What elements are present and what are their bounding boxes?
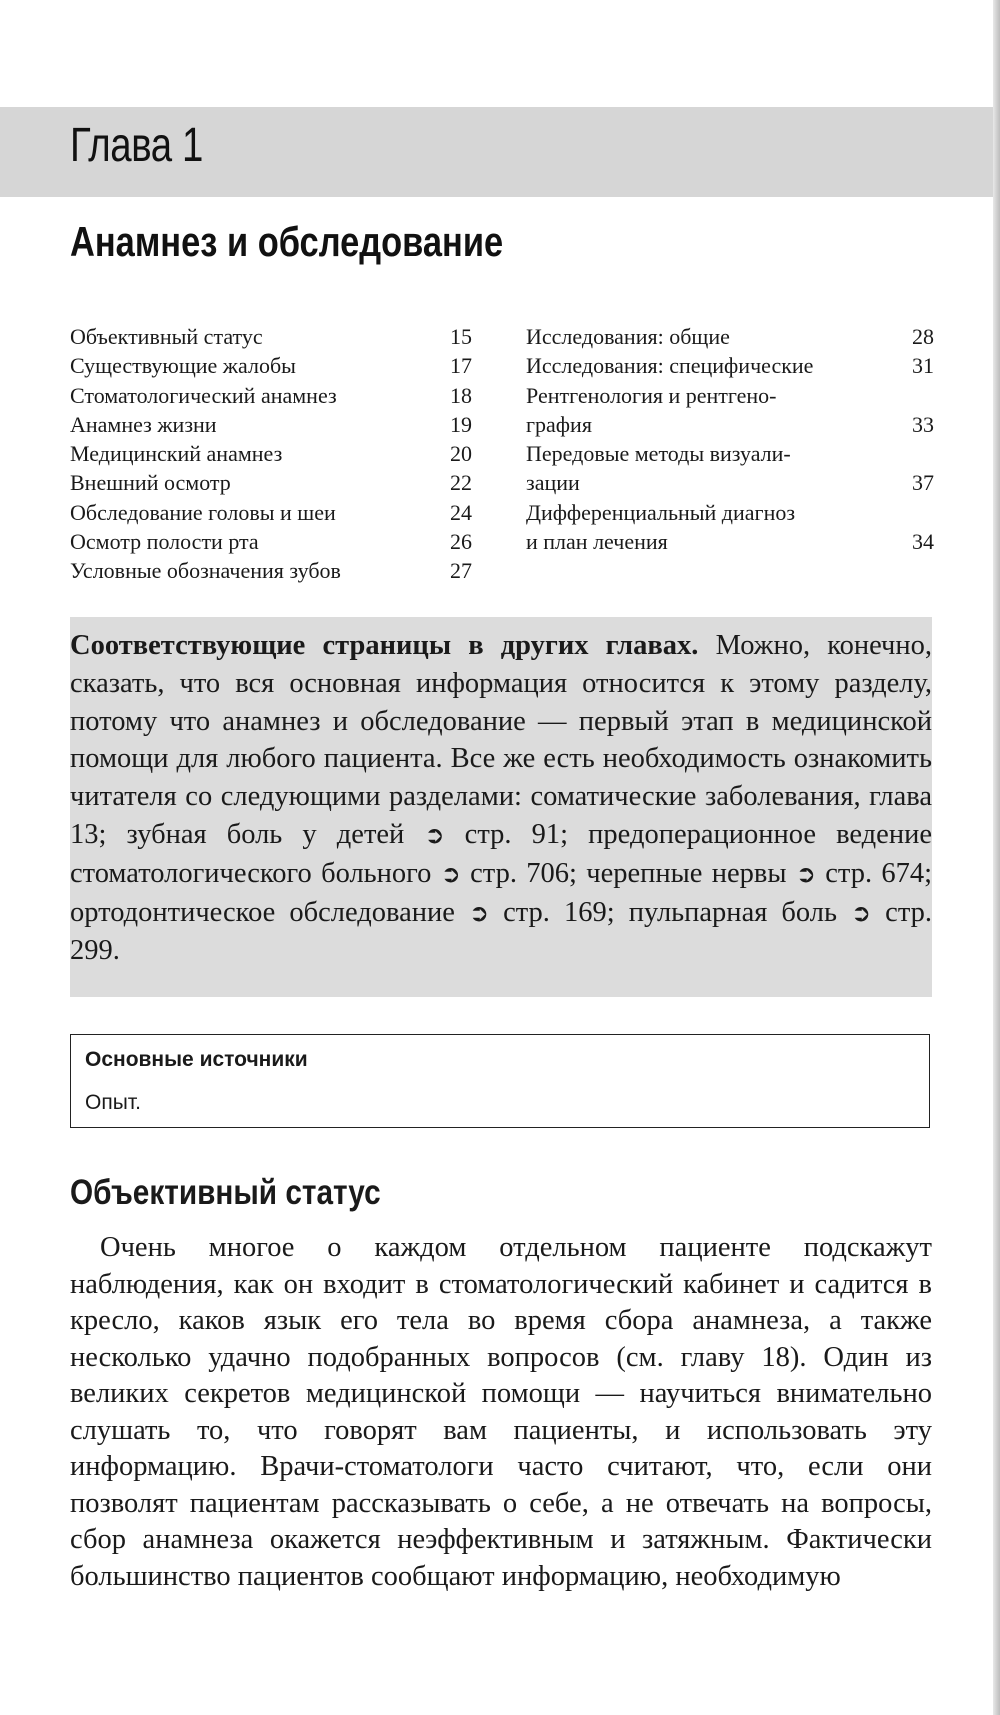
toc-entry[interactable] [526, 381, 934, 410]
sources-body: Опыт. [85, 1091, 141, 1114]
toc-entry-title: зации [526, 470, 580, 496]
related-ref[interactable]: стр. 706; черепные нервы [470, 857, 787, 889]
toc-entry-title: Внешний осмотр [70, 470, 231, 496]
toc-entry-title: Осмотр полости рта [70, 529, 259, 555]
related-pages-heading: Соответствующие страницы в других главах. [70, 630, 699, 661]
arrow-right-icon: ➲ [851, 898, 872, 927]
toc-left-column [70, 322, 472, 586]
related-ref[interactable]: стр. 91; предоперационное ведение стоматологического больного [70, 818, 932, 889]
toc-entry-title: Стоматологический анамнез [70, 382, 337, 408]
toc-entry-page: 26 [450, 529, 472, 555]
toc-entry-page: 34 [912, 529, 934, 555]
toc-entry-title: Медицинский анамнез [70, 441, 283, 467]
toc-entry-page: 27 [450, 558, 472, 584]
arrow-right-icon: ➲ [468, 898, 490, 927]
toc-entry[interactable] [70, 527, 472, 556]
toc-entry[interactable] [70, 468, 472, 497]
toc-entry-page: 18 [450, 382, 472, 408]
section-paragraph: Очень многое о каждом отдельном пациенте подскажут наблюдения, как он входит в стоматологический кабинет и садится в кресло, каков язык его тела во время сбора анамнеза, а также несколько удачно подобранных вопросов (см. главу 18). Один из великих секретов медицинской помощи — научиться внимательно слушать то, что говорят вам пациенты, и использовать эту информацию. Врачи-стоматологи часто считают, что, если они позволят пациентам рассказывать о себе, а не отвечать на вопросы, сбор анамнеза окажется неэффективным и затяжным. Фактически большинство пациентов сообщают информацию, необходимую [70, 1232, 932, 1592]
toc-entry[interactable] [526, 468, 934, 497]
toc-entry[interactable] [526, 410, 934, 439]
toc-entry-page: 37 [912, 470, 934, 496]
toc-entry-page: 33 [912, 411, 934, 437]
arrow-right-icon: ➲ [795, 859, 816, 888]
toc-entry-page: 31 [912, 353, 934, 379]
section-title: Объективный статус [70, 1173, 381, 1212]
toc-entry-title: Рентгенология и рентгено- [526, 382, 777, 408]
toc-entry-page: 22 [450, 470, 472, 496]
related-ref[interactable]: стр. 674; ортодонтическое обследование [70, 857, 933, 928]
toc-entry[interactable] [526, 439, 934, 468]
toc-entry[interactable] [526, 498, 934, 527]
toc-entry[interactable] [526, 527, 934, 556]
toc-entry-title: Обследование головы и шеи [70, 499, 336, 525]
toc-entry-title: Исследования: общие [526, 324, 730, 349]
toc-entry-title: и план лечения [526, 529, 668, 555]
toc-entry-title: Существующие жалобы [70, 353, 296, 379]
toc-entry-page: 19 [450, 411, 472, 437]
sources-box [70, 1034, 930, 1128]
toc-entry-title: Передовые методы визуали- [526, 441, 791, 467]
related-pages-text [70, 627, 932, 970]
toc-entry[interactable] [70, 381, 472, 410]
related-ref[interactable]: стр. 299. [70, 896, 932, 967]
related-pages-text-1: Можно, конечно, сказать, что вся основная информация относится к этому разделу, потому что анамнез и обследование — первый этап в медицинской помощи для любого пациента. Все же есть необходимость ознакомить читателя со следующими разделами: соматические заболевания, глава 13; зубная боль у детей [70, 630, 933, 850]
toc-entry-title: Анамнез жизни [70, 411, 217, 437]
toc-entry-title: Дифференциальный диагноз [526, 499, 796, 525]
arrow-right-icon: ➲ [424, 820, 445, 849]
toc-entry[interactable] [526, 351, 934, 380]
toc-entry-title: Исследования: специфические [526, 353, 814, 379]
chapter-label: Глава 1 [70, 119, 203, 172]
chapter-title: Анамнез и обследование [70, 218, 504, 265]
sources-title: Основные источники [85, 1048, 308, 1071]
toc-entry-page: 17 [450, 353, 472, 379]
related-ref[interactable]: стр. 169; пульпарная боль [503, 896, 837, 928]
toc-entry[interactable] [70, 439, 472, 468]
toc-entry[interactable] [70, 410, 472, 439]
toc-entry[interactable] [70, 498, 472, 527]
toc-entry-page: 15 [450, 324, 472, 349]
toc-right-column [526, 322, 934, 556]
toc-entry-page: 20 [450, 441, 472, 467]
toc-entry-title: Условные обозначения зубов [70, 558, 341, 584]
toc-entry[interactable] [70, 322, 472, 351]
toc-entry-page: 24 [450, 499, 472, 525]
toc-entry[interactable] [526, 322, 934, 351]
toc-entry[interactable] [70, 556, 472, 585]
toc-entry-title: графия [526, 411, 592, 437]
page-edge [993, 0, 1000, 1715]
toc-entry-title: Объективный статус [70, 324, 263, 349]
toc-entry-page: 28 [912, 324, 934, 349]
toc-entry[interactable] [70, 351, 472, 380]
arrow-right-icon: ➲ [440, 859, 461, 888]
